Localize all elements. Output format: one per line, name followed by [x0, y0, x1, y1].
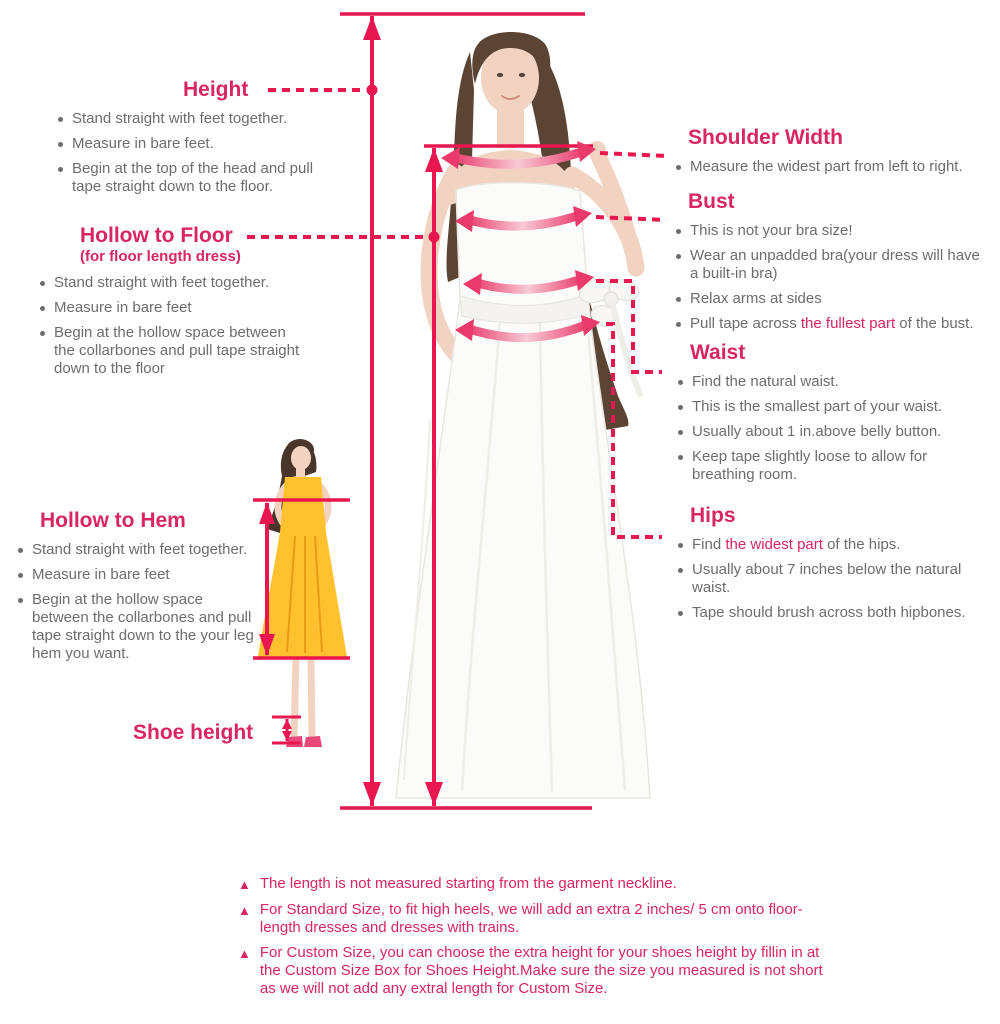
item-text: Stand straight with feet together. [54, 274, 270, 292]
item-text: Stand straight with feet together. [72, 110, 288, 128]
instruction-item [40, 324, 302, 378]
instruction-item [676, 158, 996, 176]
instruction-item [678, 604, 978, 622]
height-title: Height [183, 78, 249, 101]
hips-title: Hips [690, 504, 736, 527]
note-item [238, 944, 830, 998]
item-text: Measure the widest part from left to right. [690, 158, 963, 176]
bust-title: Bust [688, 190, 735, 213]
bullet-dot-icon [40, 306, 45, 311]
hollow-to-hem-title: Hollow to Hem [40, 509, 186, 532]
section-height [58, 78, 326, 203]
section-hollow-to-floor [40, 224, 302, 385]
item-text: Measure in bare feet [32, 566, 170, 584]
section-hips [678, 504, 978, 629]
warning-triangle-icon: ▲ [238, 903, 251, 918]
hips-instructions [678, 536, 978, 622]
bullet-dot-icon [58, 167, 63, 172]
instruction-item [678, 373, 974, 391]
instruction-item [18, 591, 258, 663]
hollow-to-floor-title: Hollow to Floor [80, 224, 233, 247]
bullet-dot-icon [676, 297, 681, 302]
item-text: This is not your bra size! [690, 222, 853, 240]
hollow-to-hem-instructions [18, 541, 258, 663]
instruction-item [18, 541, 258, 559]
section-waist [678, 341, 974, 491]
section-shoe-height [133, 721, 253, 744]
bullet-dot-icon [678, 455, 683, 460]
instruction-item [678, 398, 974, 416]
hollow-to-floor-instructions [40, 274, 302, 378]
instruction-item [678, 423, 974, 441]
item-text: Begin at the hollow space between the collarbones and pull tape straight down to the your leg hem you want. [32, 591, 254, 663]
item-text: Usually about 1 in.above belly button. [692, 423, 942, 441]
shoulder-width-title: Shoulder Width [688, 126, 843, 149]
item-text: Begin at the hollow space between the collarbones and pull tape straight down to the floor [54, 324, 300, 378]
instruction-item [40, 299, 302, 317]
warning-triangle-icon: ▲ [238, 946, 251, 961]
item-text: Relax arms at sides [690, 290, 822, 308]
bullet-dot-icon [58, 117, 63, 122]
item-text: Stand straight with feet together. [32, 541, 248, 559]
bullet-dot-icon [40, 331, 45, 336]
bullet-dot-icon [40, 281, 45, 286]
instruction-item [678, 448, 974, 484]
notes-list [238, 875, 830, 998]
item-text: Measure in bare feet. [72, 135, 214, 153]
instruction-item [678, 561, 978, 597]
bullet-dot-icon [676, 165, 681, 170]
item-text: Keep tape slightly loose to allow for breathing room. [692, 448, 928, 484]
section-hollow-to-hem [18, 509, 258, 670]
note-item [238, 875, 830, 894]
instruction-item [58, 135, 326, 153]
bullet-dot-icon [678, 430, 683, 435]
item-text: Wear an unpadded bra(your dress will have a built-in bra) [690, 247, 980, 283]
section-shoulder-width [676, 126, 996, 183]
instruction-item [58, 160, 326, 196]
bullet-dot-icon [676, 229, 681, 234]
bullet-dot-icon [676, 254, 681, 259]
shoe-height-title: Shoe height [133, 721, 254, 744]
height-instructions [58, 110, 326, 196]
waist-instructions [678, 373, 974, 484]
bullet-dot-icon [678, 380, 683, 385]
item-text: For Standard Size, to fit high heels, we will add an extra 2 inches/ 5 cm onto floor-length dresses and dresses with trains. [259, 901, 803, 936]
shoulder-width-instructions [676, 158, 996, 176]
instruction-item [40, 274, 302, 292]
bullet-dot-icon [678, 611, 683, 616]
bullet-dot-icon [676, 322, 681, 327]
shoulder-connector [600, 153, 666, 156]
bullet-dot-icon [678, 543, 683, 548]
item-text: Pull tape across the fullest part of the bust. [690, 315, 974, 333]
bullet-dot-icon [18, 548, 23, 553]
item-text: This is the smallest part of your waist. [692, 398, 943, 416]
note-item [238, 901, 830, 937]
hollow-to-floor-subtitle: (for floor length dress) [80, 248, 241, 266]
instruction-item [676, 315, 988, 333]
bullet-dot-icon [58, 142, 63, 147]
waist-title: Waist [690, 341, 746, 364]
warning-triangle-icon: ▲ [238, 877, 251, 892]
item-text: Measure in bare feet [54, 299, 192, 317]
bust-instructions [676, 222, 988, 333]
small-model-figure [258, 439, 347, 747]
item-text: Usually about 7 inches below the natural waist. [692, 561, 962, 597]
item-text: Find the natural waist. [692, 373, 839, 391]
instruction-item [676, 222, 988, 240]
instruction-item [18, 566, 258, 584]
instruction-item [676, 290, 988, 308]
item-text: Find the widest part of the hips. [692, 536, 901, 554]
section-notes [238, 866, 830, 1005]
instruction-item [676, 247, 988, 283]
instruction-item [58, 110, 326, 128]
bullet-dot-icon [18, 573, 23, 578]
item-text: Tape should brush across both hipbones. [692, 604, 966, 622]
bullet-dot-icon [678, 405, 683, 410]
item-text: The length is not measured starting from the garment neckline. [259, 875, 677, 892]
section-bust [676, 190, 988, 340]
item-text: Begin at the top of the head and pull tape straight down to the floor. [72, 160, 314, 196]
hips-connector [606, 324, 662, 537]
bullet-dot-icon [678, 568, 683, 573]
bust-connector [596, 217, 666, 220]
item-text: For Custom Size, you can choose the extra height for your shoes height by fillin in at the Custom Size Box for Shoes Height.Make sure the size you measured is not short as we will not add any extral length for Custom Size. [259, 944, 823, 997]
instruction-item [678, 536, 978, 554]
bullet-dot-icon [18, 598, 23, 603]
